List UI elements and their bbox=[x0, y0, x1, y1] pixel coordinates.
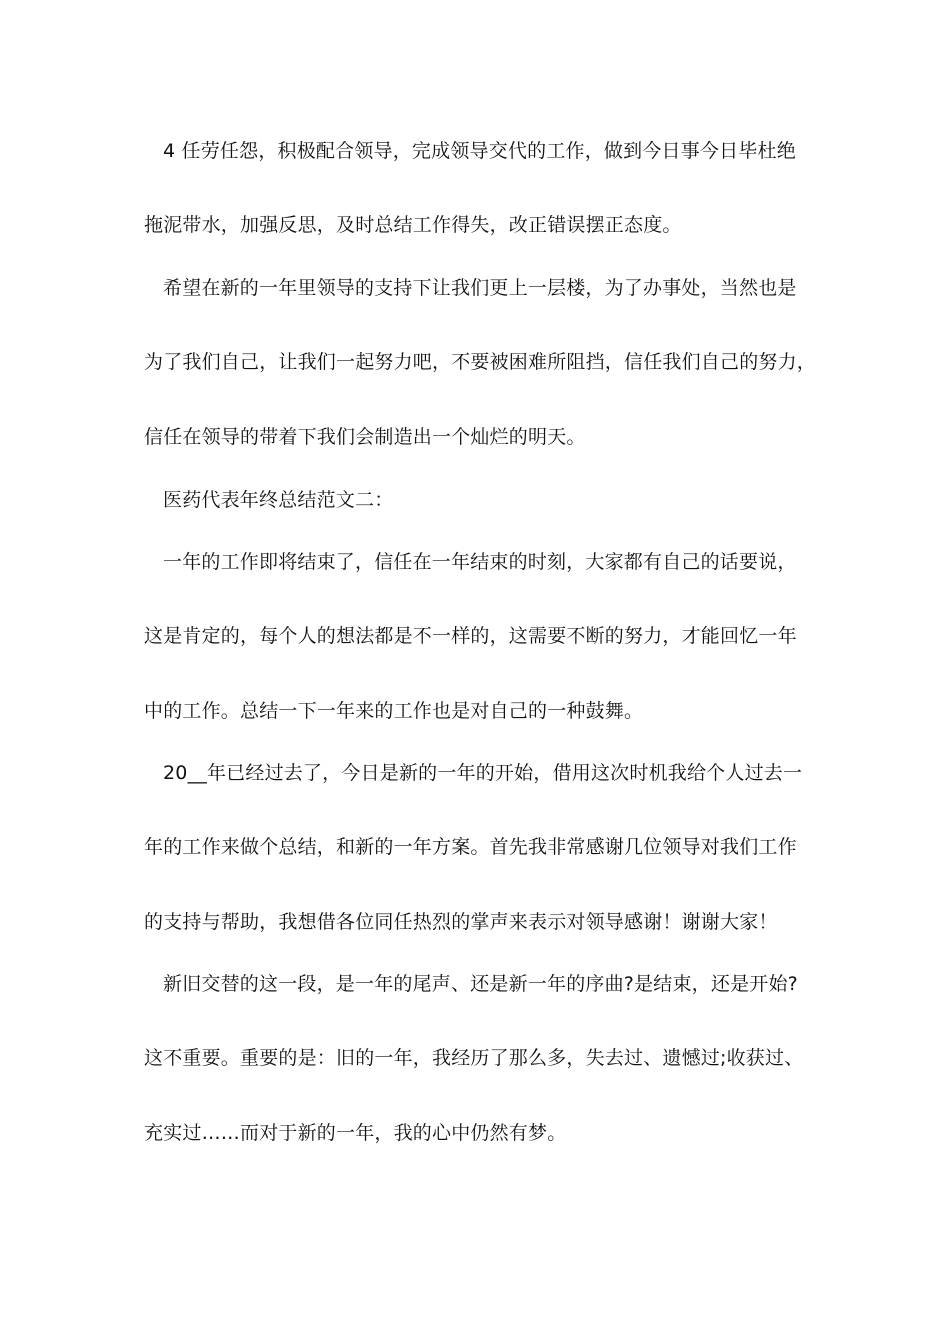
text-line: 中的工作。总结一下一年来的工作也是对自己的一种鼓舞。 bbox=[144, 700, 644, 722]
text-line: 这不重要。重要的是：旧的一年，我经历了那么多，失去过、遗憾过;收获过、 bbox=[144, 1047, 804, 1069]
section-heading: 医药代表年终总结范文二： bbox=[163, 489, 394, 511]
text-line: 的支持与帮助，我想借各位同任热烈的掌声来表示对领导感谢！谢谢大家！ bbox=[144, 911, 778, 933]
text-line: 年的工作来做个总结，和新的一年方案。首先我非常感谢几位领导对我们工作 bbox=[144, 836, 797, 858]
text-line: 拖泥带水，加强反思，及时总结工作得失，改正错误摆正态度。 bbox=[144, 214, 682, 236]
text-line: 这是肯定的，每个人的想法都是不一样的，这需要不断的努力，才能回忆一年 bbox=[144, 625, 797, 647]
text-line: 新旧交替的这一段，是一年的尾声、还是新一年的序曲?是结束，还是开始? bbox=[163, 973, 798, 995]
text-line: 信任在领导的带着下我们会制造出一个灿烂的明天。 bbox=[144, 426, 586, 448]
text-line: 20__年已经过去了，今日是新的一年的开始，借用这次时机我给个人过去一 bbox=[163, 762, 803, 784]
text-line: 4 任劳任怨，积极配合领导，完成领导交代的工作，做到今日事今日毕杜绝 bbox=[163, 140, 796, 162]
text-line: 希望在新的一年里领导的支持下让我们更上一层楼，为了办事处，当然也是 bbox=[163, 277, 797, 299]
text-line: 充实过……而对于新的一年，我的心中仍然有梦。 bbox=[144, 1122, 567, 1144]
text-line: 为了我们自己，让我们一起努力吧，不要被困难所阻挡，信任我们自己的努力， bbox=[144, 351, 817, 373]
text-line: 一年的工作即将结束了，信任在一年结束的时刻，大家都有自己的话要说， bbox=[163, 551, 797, 573]
